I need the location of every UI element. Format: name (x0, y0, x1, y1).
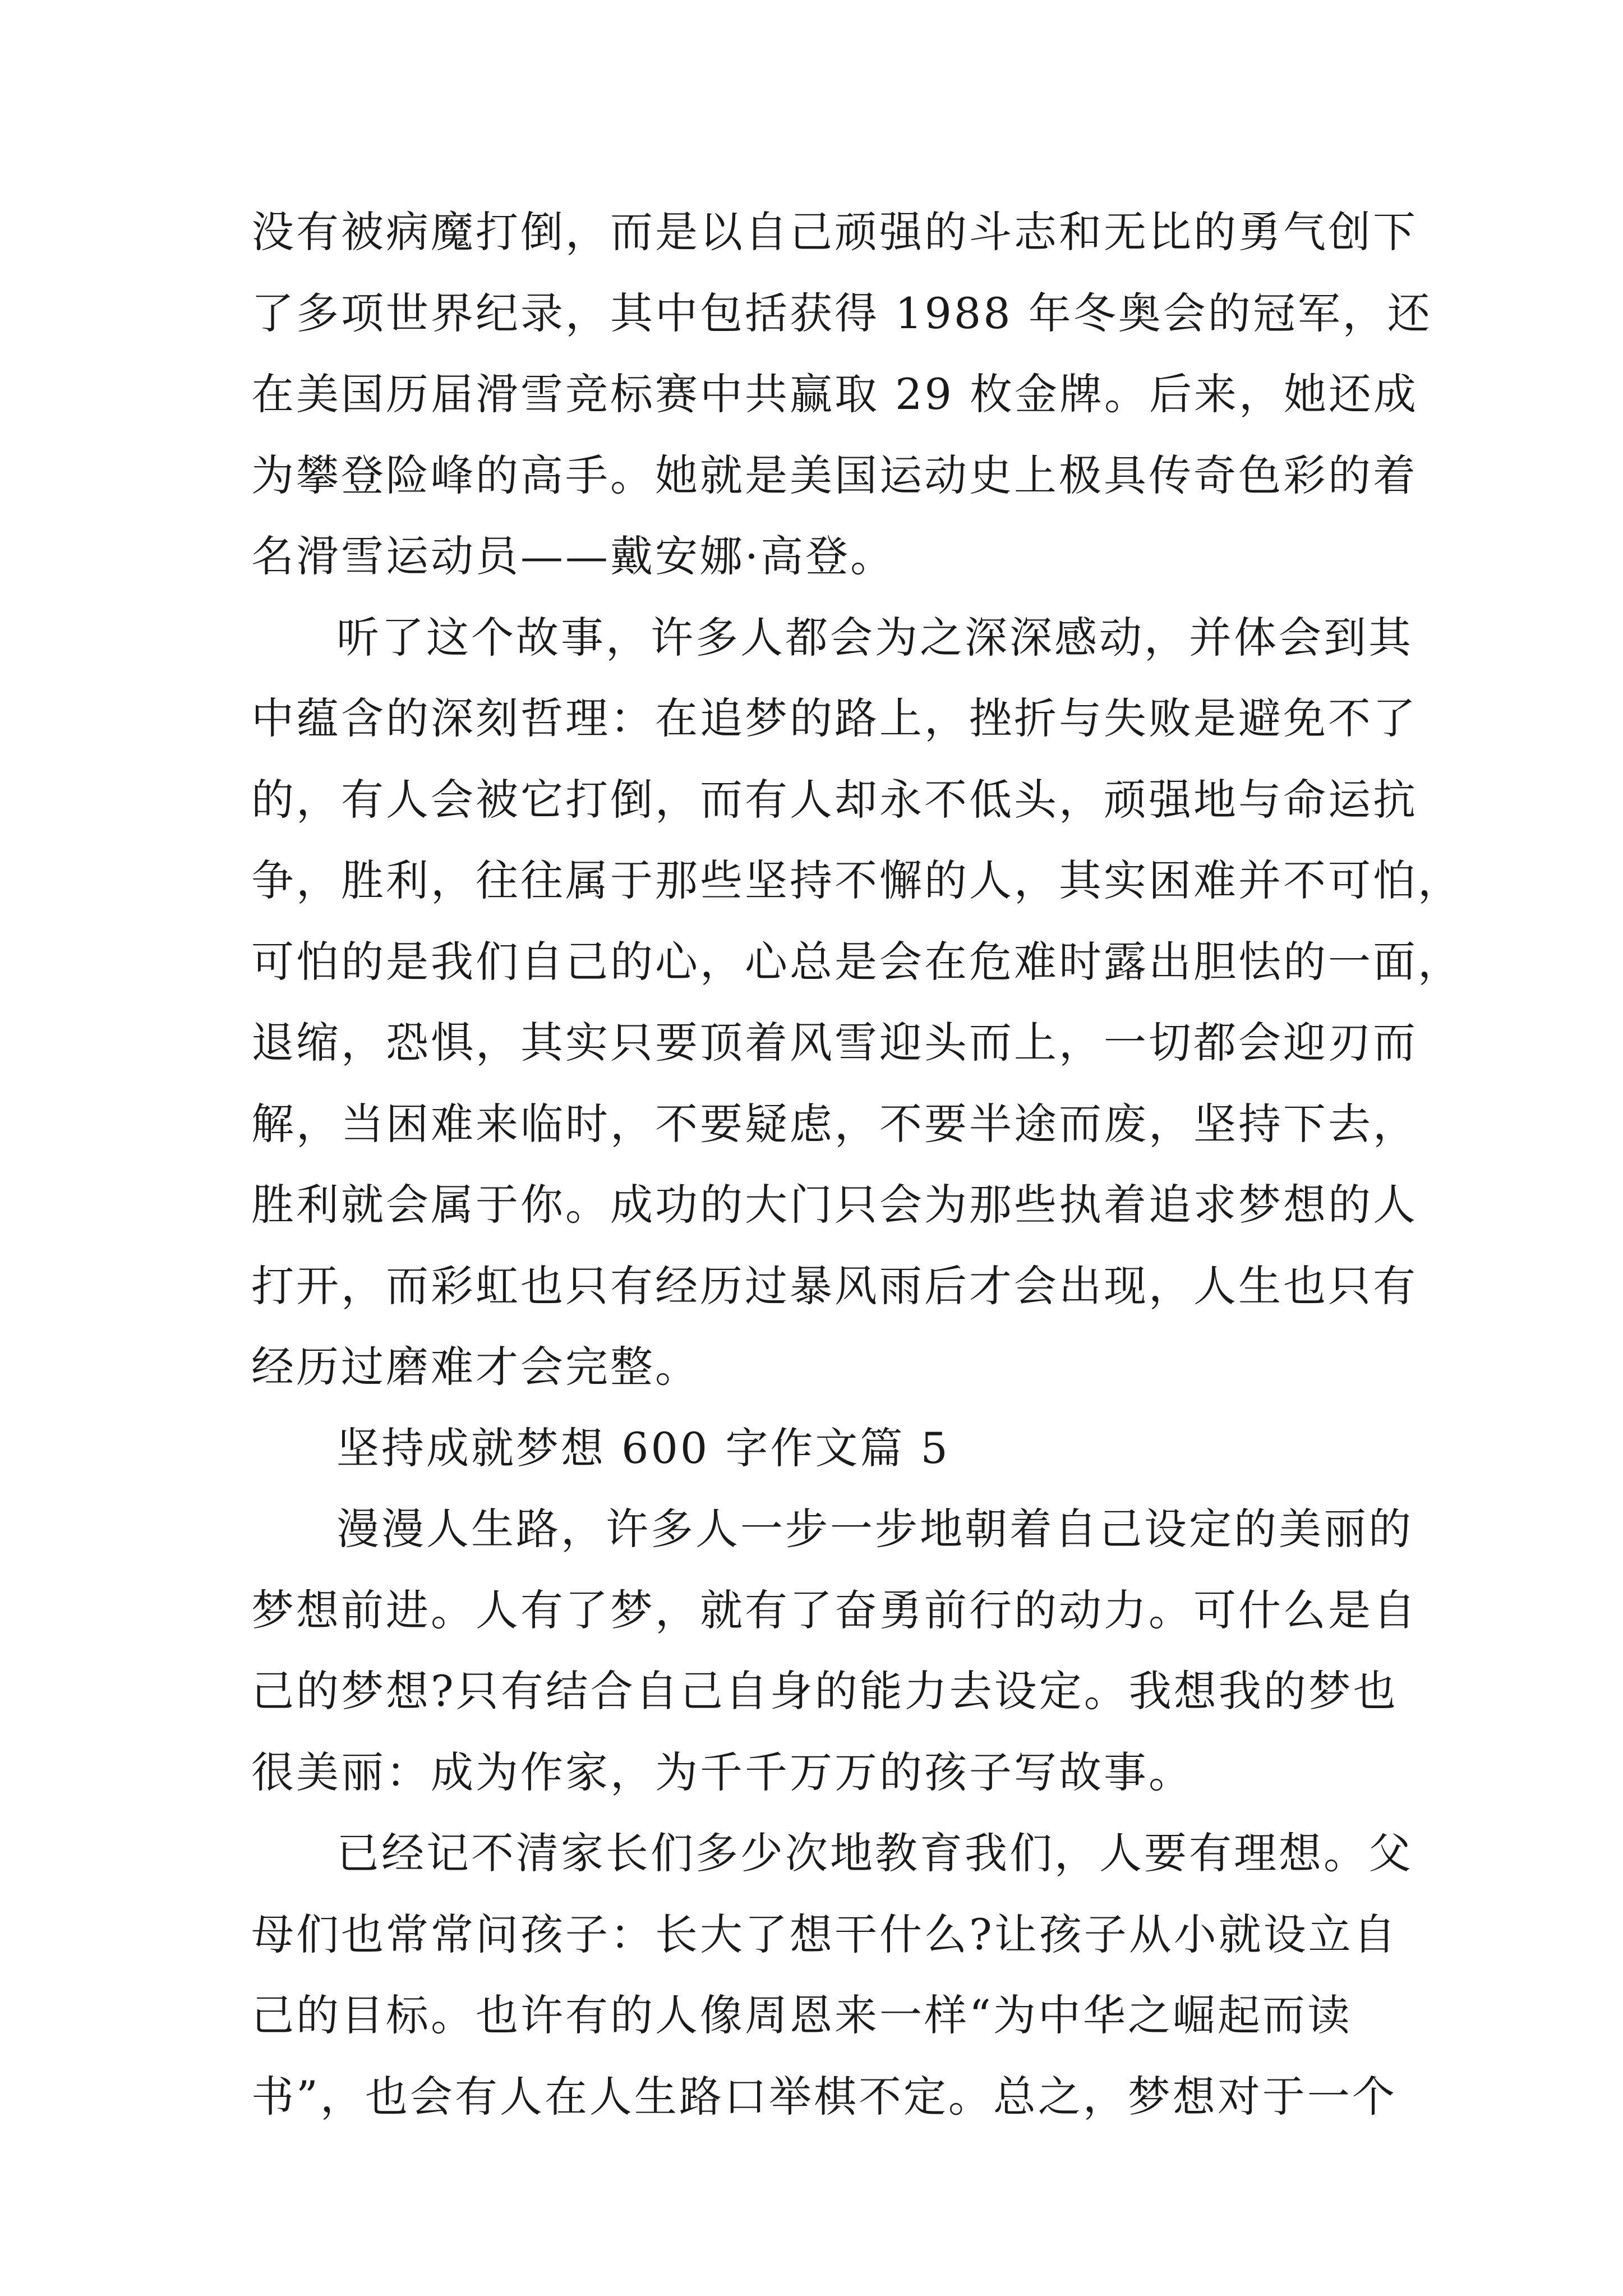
text-line: 经历过磨难才会完整。 (251, 1342, 700, 1392)
text-line: 胜利就会属于你。成功的大门只会为那些执着追求梦想的人 (251, 1180, 1418, 1230)
text-line: 名滑雪运动员——戴安娜·高登。 (251, 531, 896, 581)
text-line: 争，胜利，往往属于那些坚持不懈的人，其实困难并不可怕， (251, 855, 1463, 905)
text-line: 中蕴含的深刻哲理：在追梦的路上，挫折与失败是避免不了 (251, 693, 1418, 743)
text-line: 已经记不清家长们多少次地教育我们，人要有理想。父 (336, 1828, 1413, 1878)
text-line: 退缩，恐惧，其实只要顶着风雪迎头而上，一切都会迎刃而 (251, 1018, 1418, 1068)
text-line: 打开，而彩虹也只有经历过暴风雨后才会出现，人生也只有 (251, 1260, 1418, 1311)
text-line: 漫漫人生路，许多人一步一步地朝着自己设定的美丽的 (336, 1504, 1413, 1554)
text-line: 听了这个故事，许多人都会为之深深感动，并体会到其 (336, 612, 1413, 662)
document-body (251, 192, 1463, 2137)
text-line: 己的梦想?只有结合自己自身的能力去设定。我想我的梦也 (251, 1666, 1398, 1716)
text-line: 的，有人会被它打倒，而有人却永不低头，顽强地与命运抗 (251, 774, 1418, 825)
text-line: 了多项世界纪录，其中包括获得 1988 年冬奥会的冠军，还 (251, 288, 1432, 338)
text-line: 梦想前进。人有了梦，就有了奋勇前行的动力。可什么是自 (251, 1585, 1418, 1635)
text-line: 己的目标。也许有的人像周恩来一样“为中华之崛起而读 (251, 1990, 1352, 2040)
text-line: 母们也常常问孩子：长大了想干什么?让孩子从小就设立自 (251, 1909, 1398, 1959)
text-line: 书”，也会有人在人生路口举棋不定。总之，梦想对于一个 (251, 2071, 1397, 2122)
section-heading: 坚持成就梦想 600 字作文篇 5 (336, 1423, 950, 1473)
text-line: 为攀登险峰的高手。她就是美国运动史上极具传奇色彩的着 (251, 450, 1418, 500)
text-line: 解，当困难来临时，不要疑虑，不要半途而废，坚持下去， (251, 1098, 1418, 1149)
text-line: 可怕的是我们自己的心，心总是会在危难时露出胆怯的一面， (251, 936, 1463, 987)
text-line: 没有被病魔打倒，而是以自己顽强的斗志和无比的勇气创下 (251, 207, 1418, 257)
text-line: 很美丽：成为作家，为千千万万的孩子写故事。 (251, 1747, 1193, 1797)
text-line: 在美国历届滑雪竞标赛中共赢取 29 枚金牌。后来，她还成 (251, 369, 1419, 419)
